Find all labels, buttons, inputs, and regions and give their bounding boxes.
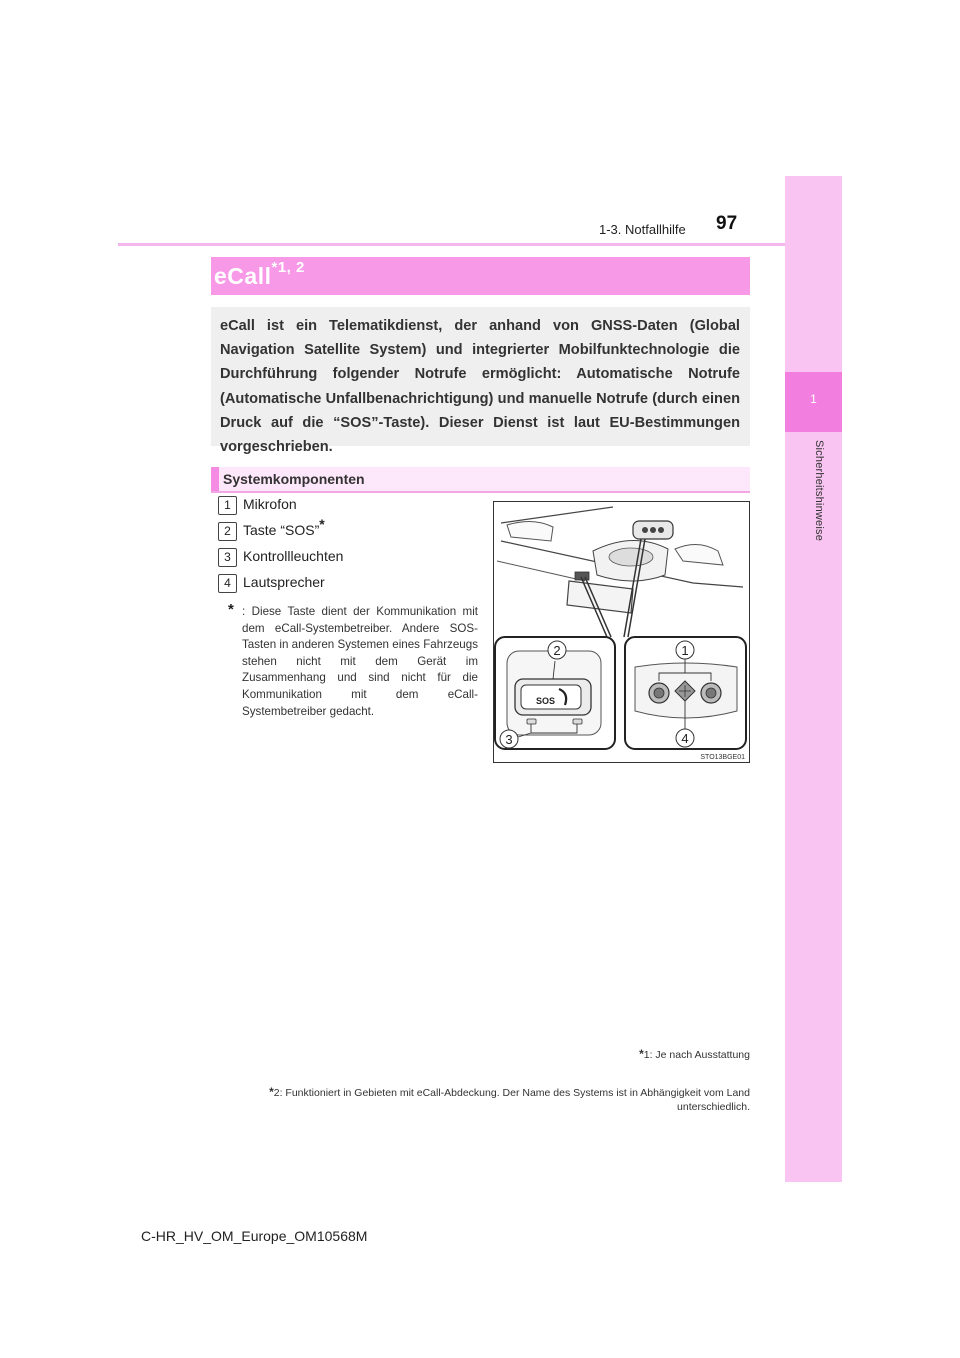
component-label-text: Taste “SOS” — [243, 522, 320, 538]
title-superscript: *1, 2 — [271, 259, 305, 276]
chapter-title: 1-3. Notfallhilfe — [599, 222, 686, 237]
footnote-1 — [480, 1047, 750, 1061]
document-code: C-HR_HV_OM_Europe_OM10568M — [141, 1228, 368, 1244]
intro-text: eCall ist ein Telematikdienst, der anhand von GNSS-Daten (Global Navigation Satellite System) und integrierter Mobilfunktechnologie die Durchführung folgender Notrufe ermöglicht: Automatische Notrufe (Automatische Unfallbenachrichtigung) und manuelle Notrufe (durch einen Druck auf die “SOS”-Taste). Dieser Dienst ist laut EU-Bestimmungen vorgeschrieben. — [220, 318, 740, 456]
footnote-2 — [211, 1085, 750, 1114]
footnote-2-text: 2: Funktioniert in Gebieten mit eCall-Abdeckung. Der Name des Systems ist in Abhängigkeit vom Land unterschiedlich. — [273, 1087, 750, 1113]
component-number: 2 — [218, 522, 237, 541]
callout-2: 2 — [553, 643, 561, 658]
component-label-text: Mikrofon — [243, 496, 297, 512]
callout-3: 3 — [505, 732, 513, 747]
ecall-component-illustration — [493, 501, 750, 763]
callout-1: 1 — [681, 643, 689, 658]
note-text: : Diese Taste dient der Kommunikation mit dem eCall-Systembetreiber. Andere SOS-Tasten in anderen Systemen eines Fahrzeugs stehen nicht mit dem Gerät im Zusammenhang und sind nicht für die Kommunikation mit dem eCall-Systembetreiber gedacht. — [242, 605, 478, 718]
section-accent — [211, 467, 219, 491]
component-label — [243, 496, 297, 512]
component-label — [243, 574, 325, 590]
footnote-star: * — [639, 1047, 644, 1061]
side-tab-number: 1 — [810, 392, 817, 406]
side-tab-label: Sicherheitshinweise — [813, 440, 825, 542]
component-label — [243, 548, 343, 564]
note-star: * — [228, 601, 234, 618]
footnote-star: * — [269, 1085, 274, 1099]
section-title: Systemkomponenten — [223, 471, 365, 487]
component-label-text: Lautsprecher — [243, 574, 325, 590]
page-title — [214, 259, 305, 290]
component-number: 1 — [218, 496, 237, 515]
side-tab — [785, 176, 842, 1182]
callout-4: 4 — [681, 731, 689, 746]
page-number: 97 — [716, 213, 738, 234]
header-rule — [118, 243, 785, 246]
sos-button-label: SOS — [536, 696, 556, 706]
component-number: 4 — [218, 574, 237, 593]
component-number: 3 — [218, 548, 237, 567]
component-label-text: Kontrollleuchten — [243, 548, 344, 564]
component-label — [243, 516, 325, 538]
footnote-1-text: 1: Je nach Ausstattung — [643, 1049, 750, 1061]
title-main: eCall — [214, 263, 272, 289]
component-sup: * — [319, 516, 325, 532]
figure-code: STO13BGE01 — [700, 754, 745, 761]
